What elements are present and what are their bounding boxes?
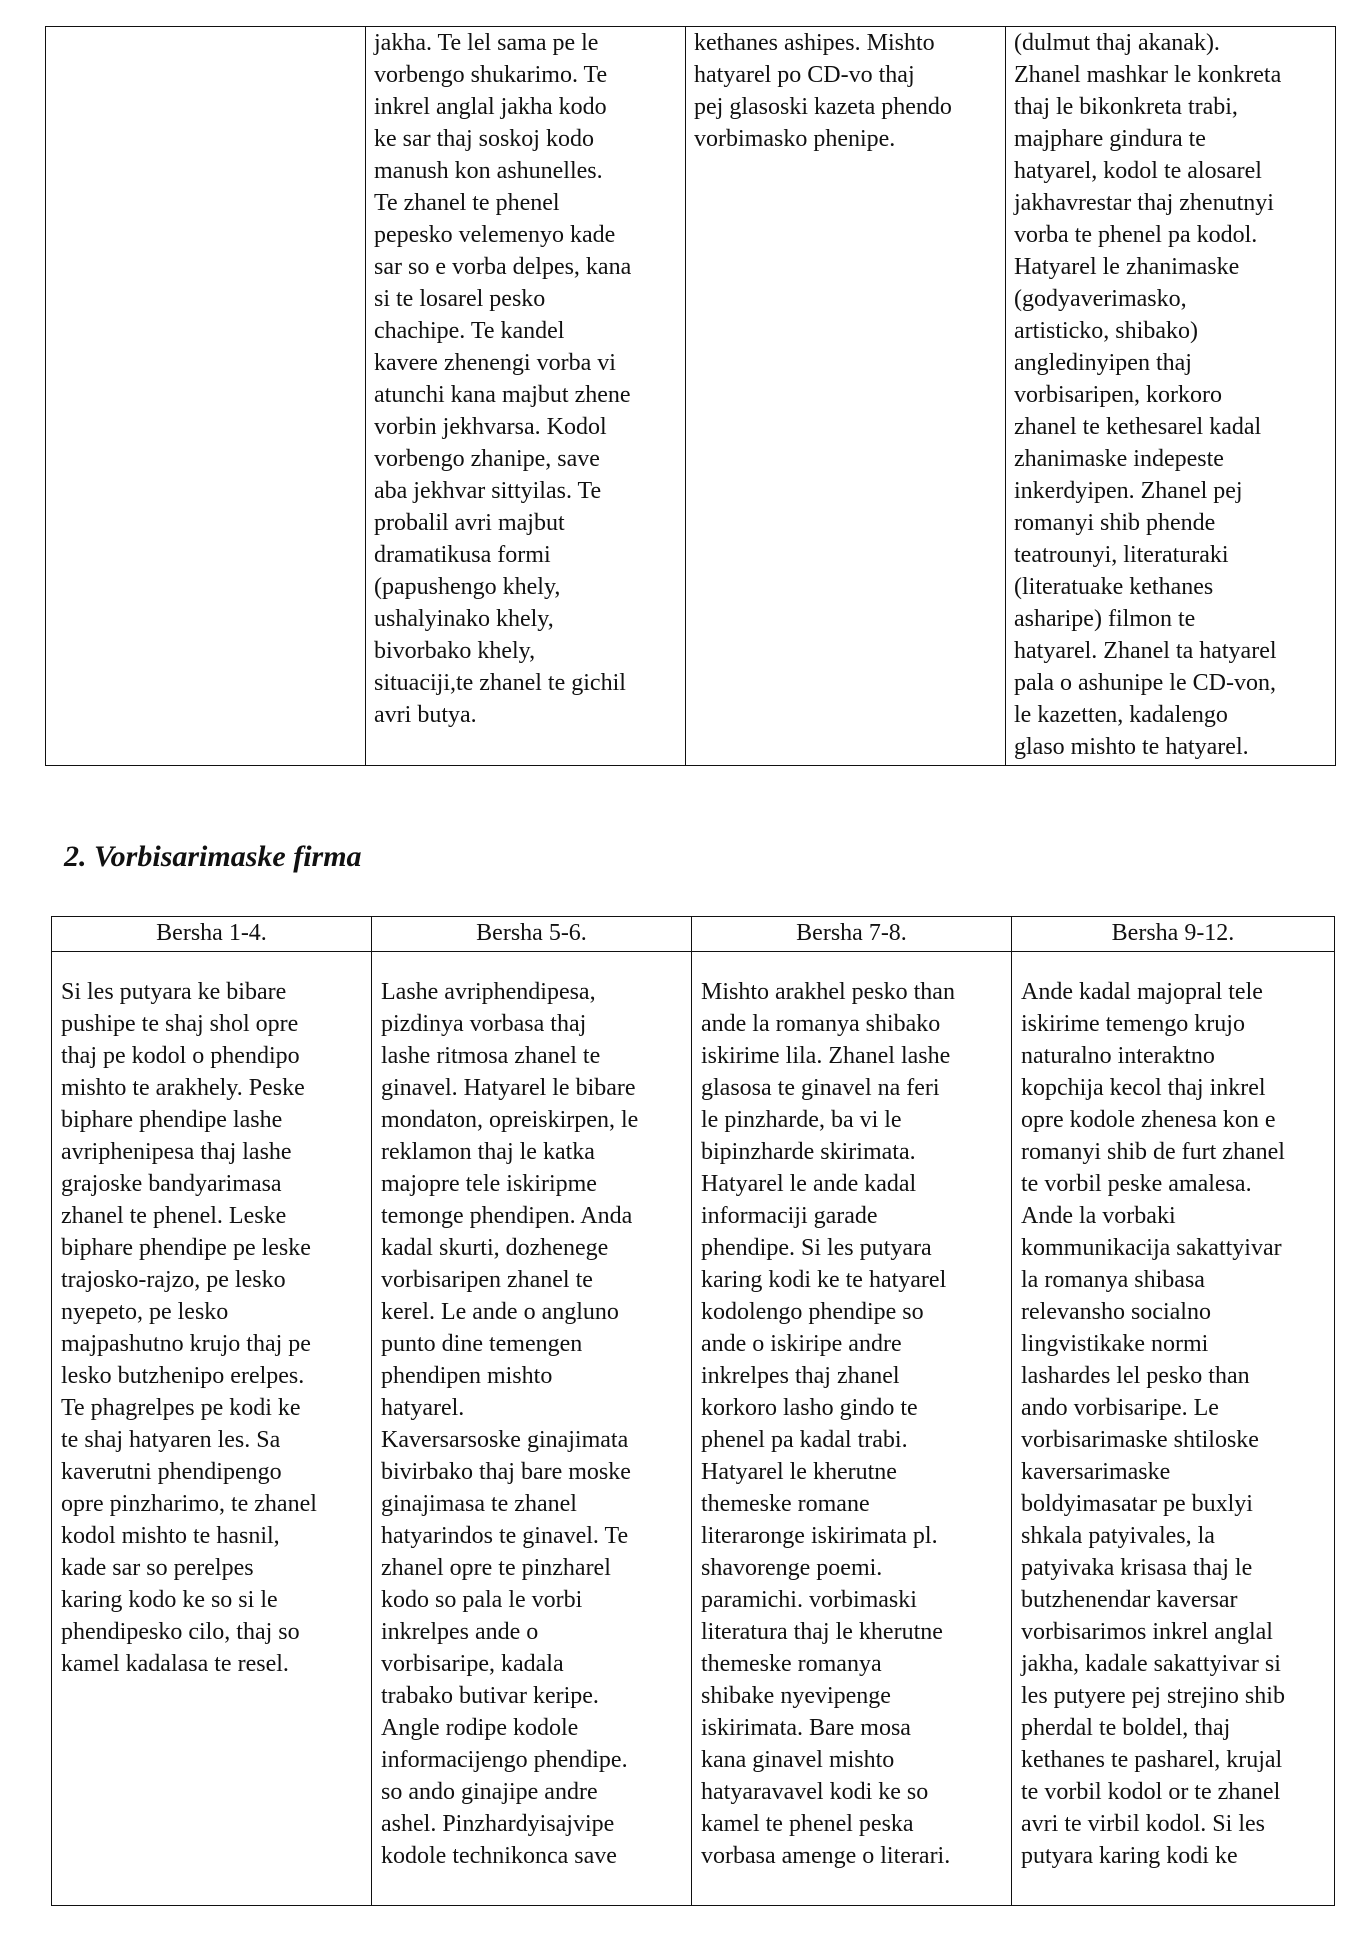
- table-cell: Ande kadal majopral tele iskirime temengo krujo naturalno interaktno kopchija kecol thaj inkrel opre kodole zhenesa kon e romanyi shib de furt zhanel te vorbil peske amalesa. Ande la vorbaki kommunikacija sakattyivar la romanya shibasa relevansho socialno lingvistikake normi lashardes lel pesko than ando vorbisaripe. Le vorbisarimaske shtiloske kaversarimaske boldyimasatar pe buxlyi shkala patyivales, la patyivaka krisasa thaj le butzhenendar kaversar vorbisarimos inkrel anglal jakha, kadale sakattyivar si les putyere pej strejino shib pherdal te boldel, thaj kethanes te pasharel, krujal te vorbil kodol or te zhanel avri te virbil kodol. Si les putyara karing kodi ke: [1012, 952, 1335, 1906]
- section-heading: 2. Vorbisarimaske firma: [64, 840, 362, 873]
- column-header: Bersha 5-6.: [372, 917, 692, 952]
- column-header: Bersha 1-4.: [52, 917, 372, 952]
- table-cell: (dulmut thaj akanak). Zhanel mashkar le konkreta thaj le bikonkreta trabi, majphare gindura te hatyarel, kodol te alosarel jakhavrestar thaj zhenutnyi vorba te phenel pa kodol. Hatyarel le zhanimaske (godyaverimasko, artisticko, shibako) angledinyipen thaj vorbisaripen, korkoro zhanel te kethesarel kadal zhanimaske indepeste inkerdyipen. Zhanel pej romanyi shib phende teatrounyi, literaturaki (literatuake kethanes asharipe) filmon te hatyarel. Zhanel ta hatyarel pala o ashunipe le CD-von, le kazetten, kadalengo glaso mishto te hatyarel.: [1006, 27, 1336, 766]
- table-cell: jakha. Te lel sama pe le vorbengo shukarimo. Te inkrel anglal jakha kodo ke sar thaj soskoj kodo manush kon ashunelles. Te zhanel te phenel pepesko velemenyo kade sar so e vorba delpes, kana si te losarel pesko chachipe. Te kandel kavere zhenengi vorba vi atunchi kana majbut zhene vorbin jekhvarsa. Kodol vorbengo zhanipe, save aba jekhvar sittyilas. Te probalil avri majbut dramatikusa formi (papushengo khely, ushalyinako khely, bivorbako khely, situaciji,te zhanel te gichil avri butya.: [366, 27, 686, 766]
- table-row: [46, 27, 1336, 766]
- table-cell: Si les putyara ke bibare pushipe te shaj shol opre thaj pe kodol o phendipo mishto te arakhely. Peske biphare phendipe lashe avriphenipesa thaj lashe grajoske bandyarimasa zhanel te phenel. Leske biphare phendipe pe leske trajosko-rajzo, pe lesko nyepeto, pe lesko majpashutno krujo thaj pe lesko butzhenipo erelpes. Te phagrelpes pe kodi ke te shaj hatyaren les. Sa kaverutni phendipengo opre pinzharimo, te zhanel kodol mishto te hasnil, kade sar so perelpes karing kodo ke so si le phendipesko cilo, thaj so kamel kadalasa te resel.: [52, 952, 372, 1906]
- bottom-table: [51, 916, 1335, 1906]
- table-header-row: [52, 917, 1335, 952]
- table-cell: [46, 27, 366, 766]
- column-header: Bersha 9-12.: [1012, 917, 1335, 952]
- column-header: Bersha 7-8.: [692, 917, 1012, 952]
- table-cell: Mishto arakhel pesko than ande la romanya shibako iskirime lila. Zhanel lashe glasosa te ginavel na feri le pinzharde, ba vi le bipinzharde skirimata. Hatyarel le ande kadal informaciji garade phendipe. Si les putyara karing kodi ke te hatyarel kodolengo phendipe so ande o iskiripe andre inkrelpes thaj zhanel korkoro lasho gindo te phenel pa kadal trabi. Hatyarel le kherutne themeske romane literaronge iskirimata pl. shavorenge poemi. paramichi. vorbimaski literatura thaj le kherutne themeske romanya shibake nyevipenge iskirimata. Bare mosa kana ginavel mishto hatyaravavel kodi ke so kamel te phenel peska vorbasa amenge o literari.: [692, 952, 1012, 1906]
- table-cell: Lashe avriphendipesa, pizdinya vorbasa thaj lashe ritmosa zhanel te ginavel. Hatyarel le bibare mondaton, opreiskirpen, le reklamon thaj le katka majopre tele iskiripme temonge phendipen. Anda kadal skurti, dozhenege vorbisaripen zhanel te kerel. Le ande o angluno punto dine temengen phendipen mishto hatyarel. Kaversarsoske ginajimata bivirbako thaj bare moske ginajimasa te zhanel hatyarindos te ginavel. Te zhanel opre te pinzharel kodo so pala le vorbi inkrelpes ande o vorbisaripe, kadala trabako butivar keripe. Angle rodipe kodole informacijengo phendipe. so ando ginajipe andre ashel. Pinzhardyisajvipe kodole technikonca save: [372, 952, 692, 1906]
- table-row: [52, 952, 1335, 1906]
- table-cell: kethanes ashipes. Mishto hatyarel po CD-vo thaj pej glasoski kazeta phendo vorbimasko phenipe.: [686, 27, 1006, 766]
- top-table: [45, 26, 1336, 766]
